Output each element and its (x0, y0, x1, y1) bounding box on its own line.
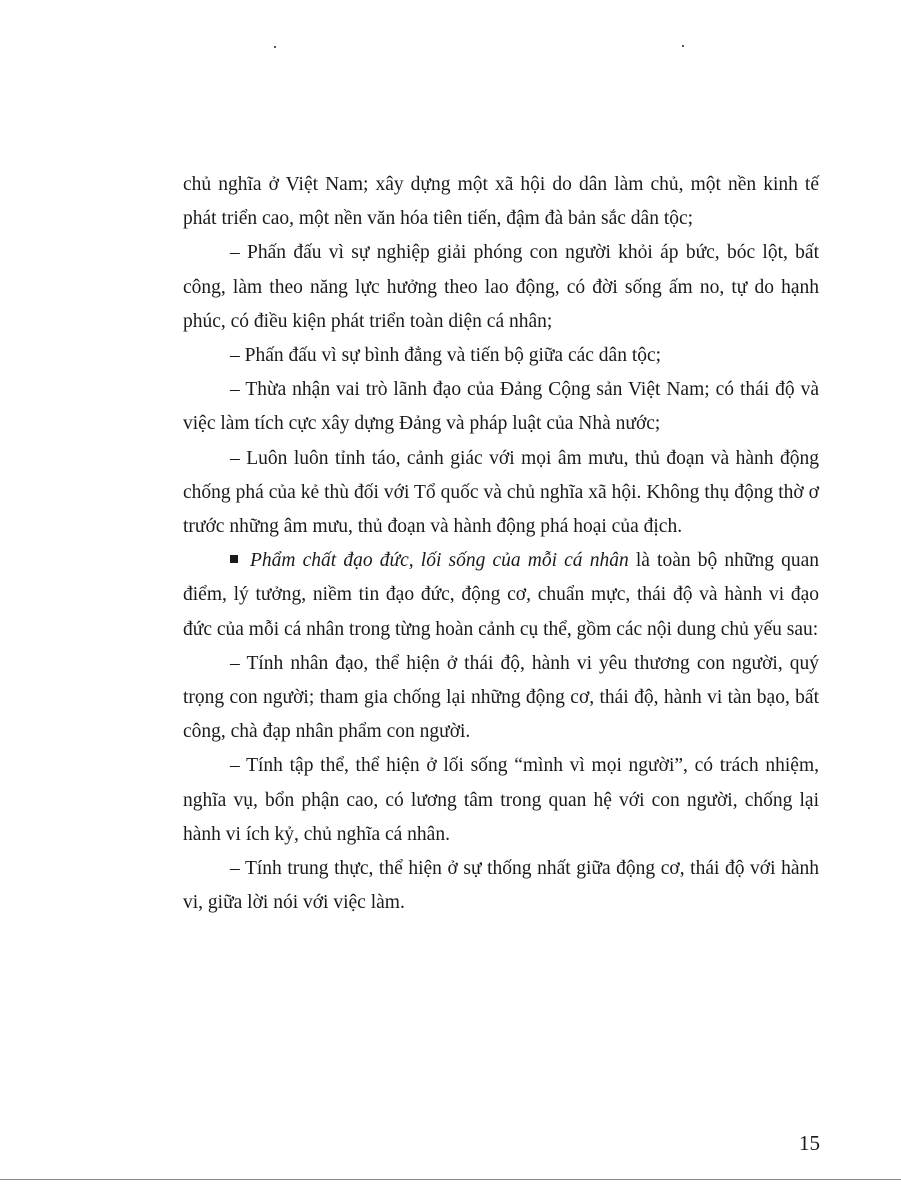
page-number: 15 (799, 1131, 820, 1155)
scan-speck (682, 45, 684, 47)
bullet-italic-lead: Phẩm chất đạo đức, lối sống của mỗi cá nhân (250, 550, 629, 572)
body-text (183, 168, 819, 920)
square-bullet-icon (230, 555, 238, 563)
scan-speck (274, 46, 276, 48)
paragraph: – Tính nhân đạo, thể hiện ở thái độ, hành vi yêu thương con người, quý trọng con người; tham gia chống lại những động cơ, thái độ, hành vi tàn bạo, bất công, chà đạp nhân phẩm con người. (183, 652, 819, 743)
paragraph: – Tính tập thể, thể hiện ở lối sống “mình vì mọi người”, có trách nhiệm, nghĩa vụ, bổn phận cao, có lương tâm trong quan hệ với con người, chống lại hành vi ích kỷ, chủ nghĩa cá nhân. (183, 755, 819, 845)
paragraph: – Tính trung thực, thể hiện ở sự thống nhất giữa động cơ, thái độ với hành vi, giữa lời nói với việc làm. (183, 858, 819, 914)
bullet-rest: là toàn bộ những quan điểm, lý tưởng, niềm tin đạo đức, động cơ, chuẩn mực, thái độ và hành vi đạo đức của mỗi cá nhân trong từng hoàn cảnh cụ thể, gồm các nội dung chủ yếu sau: (183, 550, 820, 640)
bottom-rule (0, 1179, 901, 1180)
paragraph: – Luôn luôn tỉnh táo, cảnh giác với mọi âm mưu, thủ đoạn và hành động chống phá của kẻ thù đối với Tổ quốc và chủ nghĩa xã hội. Không thụ động thờ ơ trước những âm mưu, thủ đoạn và hành động phá hoại của địch. (183, 447, 819, 538)
paragraph: – Phấn đấu vì sự bình đẳng và tiến bộ giữa các dân tộc; (230, 345, 662, 367)
bullet-paragraph (183, 544, 819, 647)
paragraph: chủ nghĩa ở Việt Nam; xây dựng một xã hội do dân làm chủ, một nền kinh tế phát triển cao, một nền văn hóa tiên tiến, đậm đà bản sắc dân tộc; (183, 174, 819, 230)
paragraph: – Thừa nhận vai trò lãnh đạo của Đảng Cộng sản Việt Nam; có thái độ và việc làm tích cực xây dựng Đảng và pháp luật của Nhà nước; (183, 379, 819, 435)
paragraph: – Phấn đấu vì sự nghiệp giải phóng con người khỏi áp bức, bóc lột, bất công, làm theo năng lực hưởng theo lao động, có đời sống ấm no, tự do hạnh phúc, có điều kiện phát triển toàn diện cá nhân; (183, 242, 819, 332)
